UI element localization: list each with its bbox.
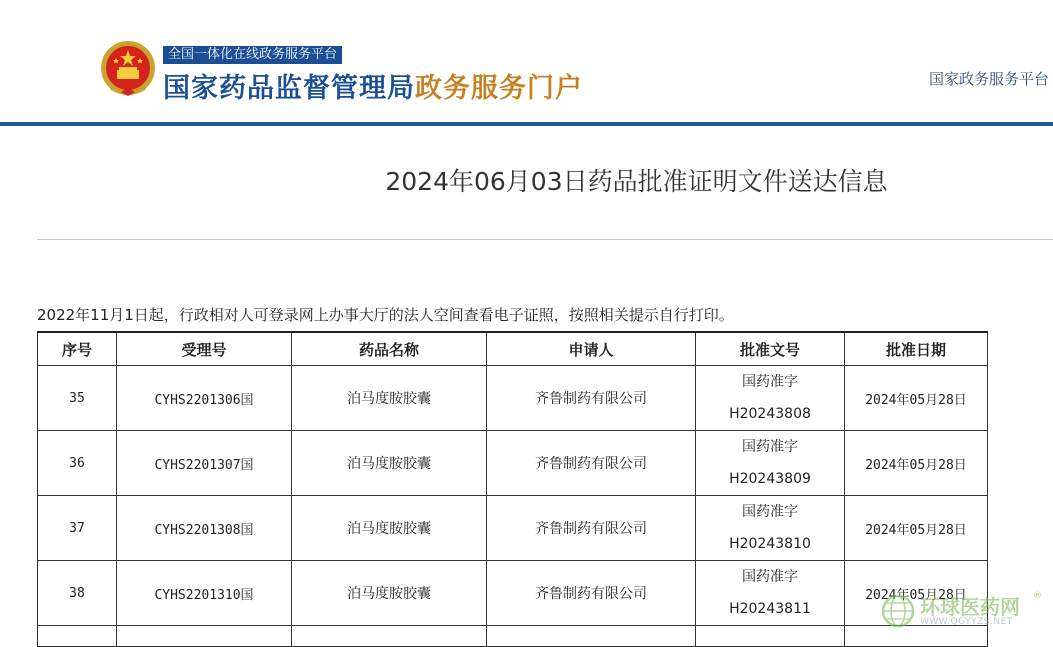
header-approval-date: 批准日期 xyxy=(845,332,988,366)
header-seq: 序号 xyxy=(38,332,117,366)
approval-table xyxy=(37,331,988,647)
approval-no-code: H20243809 xyxy=(729,471,811,487)
cell-drug-name: 泊马度胺胶囊 xyxy=(292,561,487,626)
cell-applicant: 齐鲁制药有限公司 xyxy=(487,496,696,561)
cell-acceptance-no: CYHS2201308国 xyxy=(117,496,292,561)
cell-applicant: 齐鲁制药有限公司 xyxy=(487,366,696,431)
title-divider xyxy=(37,239,1053,240)
cell-drug-name: 泊马度胺胶囊 xyxy=(292,366,487,431)
cell-approval-no xyxy=(696,561,845,626)
table-row xyxy=(38,366,988,431)
table-row xyxy=(38,431,988,496)
cell-drug-name: 泊马度胺胶囊 xyxy=(292,496,487,561)
cell-approval-date: 2024年05月28日 xyxy=(845,366,988,431)
cell-acceptance-no: CYHS2201307国 xyxy=(117,431,292,496)
cell-seq: 37 xyxy=(38,496,117,561)
cell-seq: 38 xyxy=(38,561,117,626)
cell-empty xyxy=(117,626,292,647)
site-title-accent: 政务服务门户 xyxy=(415,73,583,104)
cell-empty xyxy=(696,626,845,647)
site-title xyxy=(163,66,583,105)
cell-drug-name: 泊马度胺胶囊 xyxy=(292,431,487,496)
header-divider xyxy=(0,122,1053,126)
national-platform-link[interactable]: 国家政务服务平台 xyxy=(928,70,1049,88)
cell-approval-no xyxy=(696,496,845,561)
site-header xyxy=(0,0,1053,124)
cell-seq: 36 xyxy=(38,431,117,496)
header-approval-no: 批准文号 xyxy=(696,332,845,366)
site-title-main: 国家药品监督管理局 xyxy=(163,73,415,104)
header-applicant: 申请人 xyxy=(487,332,696,366)
approval-no-prefix: 国药准字 xyxy=(742,439,798,455)
cell-approval-date: 2024年05月28日 xyxy=(845,496,988,561)
cell-acceptance-no: CYHS2201310国 xyxy=(117,561,292,626)
cell-approval-date: 2024年05月28日 xyxy=(845,561,988,626)
table-header-row xyxy=(38,332,988,366)
cell-empty xyxy=(487,626,696,647)
cell-seq: 35 xyxy=(38,366,117,431)
cell-approval-no xyxy=(696,366,845,431)
approval-no-prefix: 国药准字 xyxy=(742,374,798,390)
table-row-partial xyxy=(38,626,988,647)
notice-text: 2022年11月1日起，行政相对人可登录网上办事大厅的法人空间查看电子证照，按照相关提示自行打印。 xyxy=(37,306,734,324)
cell-applicant: 齐鲁制药有限公司 xyxy=(487,561,696,626)
watermark-name: 环球医药网 xyxy=(920,595,1020,619)
header-acceptance-no: 受理号 xyxy=(117,332,292,366)
approval-no-code: H20243810 xyxy=(729,536,811,552)
platform-badge: 全国一体化在线政务服务平台 xyxy=(163,46,342,64)
cell-approval-date: 2024年05月28日 xyxy=(845,431,988,496)
national-emblem-icon xyxy=(97,38,159,100)
approval-no-code: H20243811 xyxy=(729,601,811,617)
approval-no-prefix: 国药准字 xyxy=(742,569,798,585)
approval-no-prefix: 国药准字 xyxy=(742,504,798,520)
watermark-registered-mark: ® xyxy=(1033,591,1042,601)
header-drug-name: 药品名称 xyxy=(292,332,487,366)
approval-no-code: H20243808 xyxy=(729,406,811,422)
globe-icon xyxy=(880,593,916,629)
cell-acceptance-no: CYHS2201306国 xyxy=(117,366,292,431)
cell-empty xyxy=(292,626,487,647)
watermark xyxy=(878,591,1048,631)
cell-empty xyxy=(38,626,117,647)
page-title: 2024年06月03日药品批准证明文件送达信息 xyxy=(385,167,888,196)
watermark-url: WWW.QGYYZS.NET xyxy=(920,617,1013,627)
cell-approval-no xyxy=(696,431,845,496)
table-row xyxy=(38,496,988,561)
cell-applicant: 齐鲁制药有限公司 xyxy=(487,431,696,496)
table-row xyxy=(38,561,988,626)
